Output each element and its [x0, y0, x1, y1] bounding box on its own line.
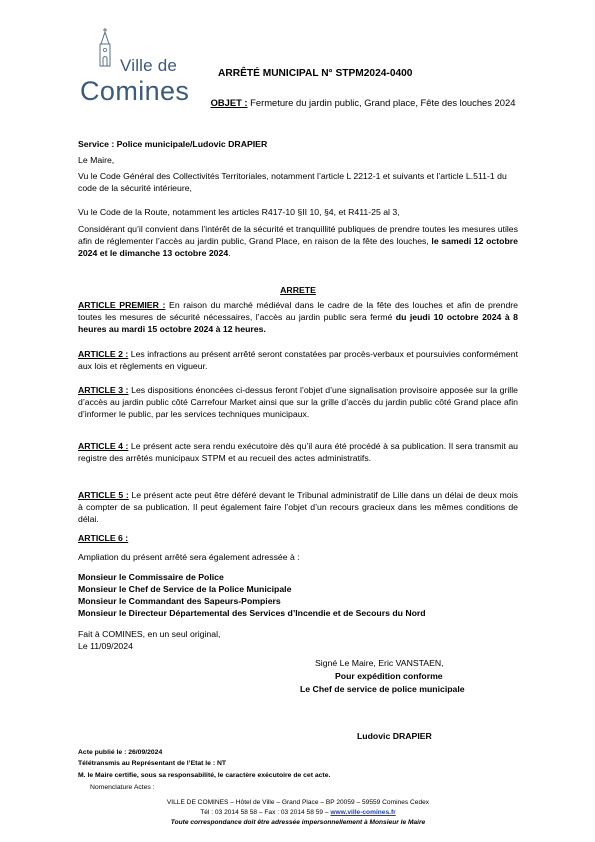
article-premier-label: ARTICLE PREMIER : — [78, 300, 166, 310]
objet-line — [208, 97, 518, 109]
logo-text-comines: Comines — [80, 76, 190, 106]
ampliation: Ampliation du présent arrêté sera également adressée à : — [78, 552, 300, 562]
considerant-dates: le samedi 12 octobre 2024 et le dimanche 13 octobre 2024 — [78, 236, 518, 258]
footer-nomenclature: Nomenclature Actes : — [90, 784, 155, 791]
objet-text: Fermeture du jardin public, Grand place, Fête des louches 2024 — [247, 97, 516, 108]
article-premier-text: En raison du marché médiéval dans le cadre de la fête des louches et afin de prendre toutes les mesures de sécurité nécessaires, l’accès au jardin public sera fermé — [78, 300, 518, 322]
recipient-item: Monsieur le Chef de Service de la Police Municipale — [78, 584, 292, 594]
article-5-label: ARTICLE 5 : — [78, 490, 129, 500]
vu-cgct: Vu le Code Général des Collectivités Territoriales, notamment l’article L 2212-1 et suivants et l’article L.511-1 du code de la sécurité intérieure, — [78, 171, 507, 193]
article-3 — [78, 384, 518, 420]
church-icon — [94, 28, 116, 68]
signature-signed-by: Signé Le Maire, Eric VANSTAEN, — [315, 658, 444, 668]
footer-phone-fax: Tél : 03 2014 58 58 – Fax : 03 2014 58 59 – — [200, 809, 331, 816]
footer-website-link[interactable]: www.ville-comines.fr — [330, 809, 396, 816]
article-5-text: Le présent acte peut être déféré devant le Tribunal administratif de Lille dans un délai de deux mois à compter de sa publication. Il peut également faire l’objet d’un recours gracieux dans les mêmes conditions de délai. — [78, 490, 518, 524]
article-2-text: Les infractions au présent arrêté seront constatées par procès-verbaux et poursuivies conformément aux lois et règlements en vigueur. — [78, 349, 518, 371]
arrete-heading: ARRETE — [280, 285, 316, 295]
le-maire: Le Maire, — [78, 155, 115, 165]
vu-code-route: Vu le Code de la Route, notamment les articles R417-10 §II 10, §4, et R411-25 al 3, — [78, 207, 400, 217]
recipient-list — [78, 571, 518, 619]
signature-chef-service: Le Chef de service de police municipale — [300, 684, 465, 694]
article-4-label: ARTICLE 4 : — [78, 441, 129, 451]
footer-contact — [78, 808, 518, 818]
document-title: ARRÊTÉ MUNICIPAL N° STPM2024-0400 — [218, 68, 413, 79]
recipient-item: Monsieur le Directeur Départemental des Services d’Incendie et de Secours du Nord — [78, 608, 426, 618]
considerant-end: . — [228, 248, 231, 258]
article-6-label: ARTICLE 6 : — [78, 533, 129, 543]
footer-address: VILLE DE COMINES – Hôtel de Ville – Grand Place – BP 20059 – 59559 Comines Cedex — [166, 799, 430, 806]
service-line: Service : Police municipale/Ludovic DRAPIER — [78, 139, 268, 149]
article-5 — [78, 489, 518, 525]
signature-date: Le 11/09/2024 — [78, 641, 133, 651]
article-premier-dates: du jeudi 10 octobre 2024 à 8 heures au mardi 15 octobre 2024 à 12 heures. — [78, 312, 518, 334]
signature-name: Ludovic DRAPIER — [357, 731, 432, 741]
article-3-label: ARTICLE 3 : — [78, 385, 129, 395]
recipient-item: Monsieur le Commandant des Sapeurs-Pompiers — [78, 596, 281, 606]
objet-label: OBJET : — [210, 97, 248, 108]
footer-publie: Acte publié le : 26/09/2024 — [78, 749, 163, 756]
comines-logo — [78, 28, 198, 110]
article-2-label: ARTICLE 2 : — [78, 349, 129, 359]
logo-text-ville: Ville de — [120, 56, 178, 75]
considerant-paragraph — [78, 223, 518, 259]
article-4-text: Le présent acte sera rendu exécutoire dès qu’il aura été procédé à sa publication. Il sera transmit au registre des arrêtés municipaux STPM et au recueil des actes administratifs. — [78, 441, 518, 463]
article-4 — [78, 440, 518, 464]
footer-teletransmis: Télétransmis au Représentant de l’Etat le : NT — [78, 760, 227, 767]
footer-certifie: M. le Maire certifie, sous sa responsabilité, le caractère exécutoire de cet acte. — [78, 772, 331, 779]
article-premier — [78, 299, 518, 335]
considerant-text: Considérant qu’il convient dans l’intérêt de la sécurité et tranquillité publiques de prendre toutes les mesures utiles afin de réglementer l’accès au jardin public, Grand Place, en raison de la fête des louches, — [78, 224, 518, 246]
recipient-item: Monsieur le Commissaire de Police — [78, 572, 224, 582]
signature-pour-expedition: Pour expédition conforme — [335, 671, 443, 681]
fait-a: Fait à COMINES, en un seul original, — [78, 629, 221, 639]
article-6 — [78, 532, 518, 544]
article-2 — [78, 348, 518, 372]
footer-notice: Toute correspondance doit être adressée impersonnellement à Monsieur le Maire — [170, 819, 426, 826]
article-3-text: Les dispositions énoncées ci-dessus feront l’objet d’une signalisation provisoire apposée sur la grille d’accès au jardin public côté Carrefour Market ainsi que sur la grille d’accès du jardin public côté Grand place afin d’informer le public, par les services techniques municipaux. — [78, 385, 518, 419]
